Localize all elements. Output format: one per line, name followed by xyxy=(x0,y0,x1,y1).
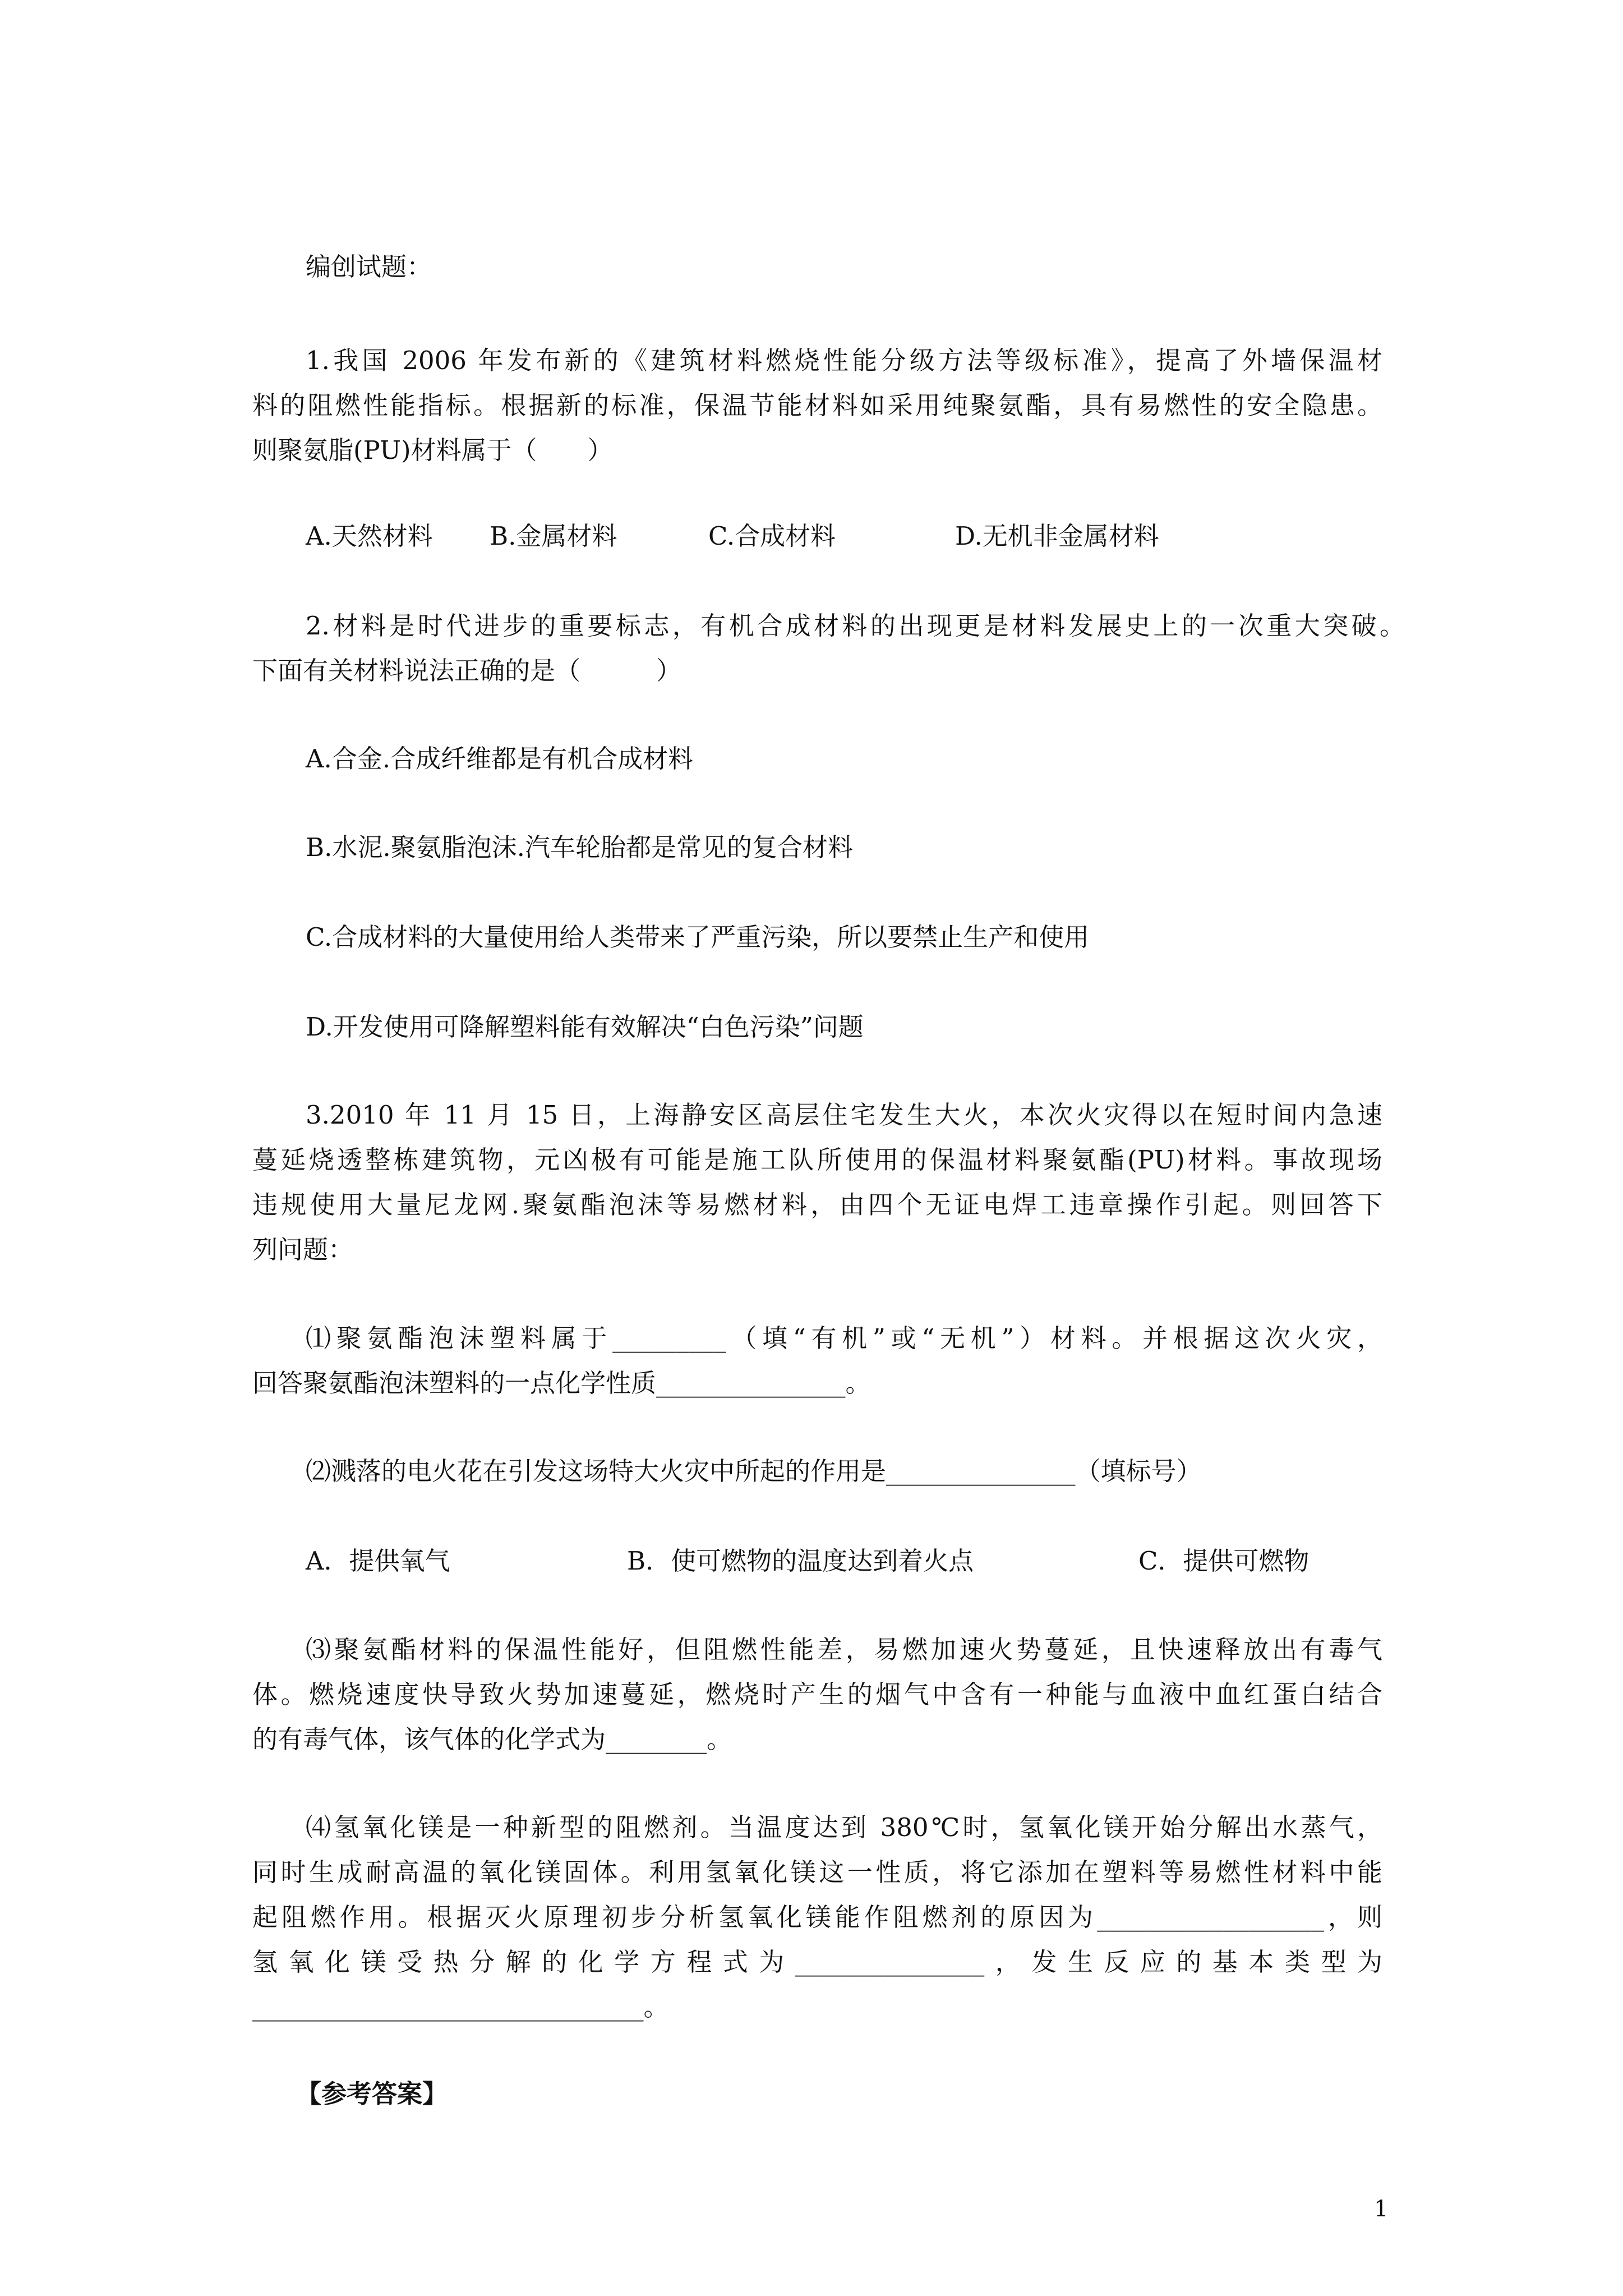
q1-line-1: 1.我国 2006 年发布新的《建筑材料燃烧性能分级方法等级标准》，提高了外墙保温材 xyxy=(306,346,1382,375)
q3-line-4: 列问题： xyxy=(252,1235,354,1264)
q2-option-b: B.水泥.聚氨脂泡沫.汽车轮胎都是常见的复合材料 xyxy=(306,832,853,862)
page-number: 1 xyxy=(1374,2196,1389,2222)
q3-sub2-option-c: C．提供可燃物 xyxy=(1138,1546,1310,1576)
q3-sub3-line-1: ⑶聚氨酯材料的保温性能好，但阻燃性能差，易燃加速火势蔓延，且快速释放出有毒气 xyxy=(306,1635,1382,1664)
q1-line-3: 则聚氨脂(PU)材料属于（ ） xyxy=(252,435,613,465)
q3-sub1-line-2: 回答聚氨酯泡沫塑料的一点化学性质_______________。 xyxy=(252,1368,871,1398)
q3-sub1-line-1: ⑴聚氨酯泡沫塑料属于_________（填“有机”或“无机”）材料。并根据这次火灾， xyxy=(306,1323,1382,1353)
q1-option-d: D.无机非金属材料 xyxy=(955,521,1159,551)
q2-option-c: C.合成材料的大量使用给人类带来了严重污染，所以要禁止生产和使用 xyxy=(306,922,1090,952)
q1-option-a: A.天然材料 xyxy=(306,521,433,551)
q1-line-2: 料的阻燃性能指标。根据新的标准，保温节能材料如采用纯聚氨酯，具有易燃性的安全隐患。 xyxy=(252,390,1382,420)
q3-sub2-line: ⑵溅落的电火花在引发这场特大火灾中所起的作用是_______________（填标号） xyxy=(306,1456,1202,1486)
q3-line-1: 3.2010 年 11 月 15 日，上海静安区高层住宅发生大火，本次火灾得以在短时间内急速 xyxy=(306,1100,1382,1130)
q2-line-1: 2.材料是时代进步的重要标志，有机合成材料的出现更是材料发展史上的一次重大突破。 xyxy=(306,611,1405,641)
q1-option-b: B.金属材料 xyxy=(490,521,617,551)
section-heading: 编创试题： xyxy=(306,252,432,282)
answer-heading: 【参考答案】 xyxy=(296,2079,448,2109)
q3-sub2-option-a: A．提供氧气 xyxy=(306,1546,450,1576)
q3-sub4-line-4: 氢氧化镁受热分解的化学方程式为_______________，发生反应的基本类型为 xyxy=(252,1947,1382,1977)
q3-line-2: 蔓延烧透整栋建筑物，元凶极有可能是施工队所使用的保温材料聚氨酯(PU)材料。事故现场 xyxy=(252,1145,1382,1175)
q3-sub2-option-b: B．使可燃物的温度达到着火点 xyxy=(627,1546,974,1576)
q3-sub4-line-5: _______________________________。 xyxy=(252,1992,669,2022)
q2-line-2: 下面有关材料说法正确的是（ ） xyxy=(252,656,682,685)
q3-sub3-line-2: 体。燃烧速度快导致火势加速蔓延，燃烧时产生的烟气中含有一种能与血液中血红蛋白结合 xyxy=(252,1680,1382,1709)
q3-sub4-line-1: ⑷氢氧化镁是一种新型的阻燃剂。当温度达到 380℃时，氢氧化镁开始分解出水蒸气， xyxy=(306,1812,1382,1842)
q2-option-a: A.合金.合成纤维都是有机合成材料 xyxy=(306,744,694,774)
q3-sub4-line-3: 起阻燃作用。根据灭火原理初步分析氢氧化镁能作阻燃剂的原因为__________________，则 xyxy=(252,1902,1382,1932)
q1-option-c: C.合成材料 xyxy=(708,521,836,551)
q3-sub3-line-3: 的有毒气体，该气体的化学式为________。 xyxy=(252,1724,732,1754)
q3-line-3: 违规使用大量尼龙网.聚氨酯泡沫等易燃材料，由四个无证电焊工违章操作引起。则回答下 xyxy=(252,1190,1382,1220)
q2-option-d: D.开发使用可降解塑料能有效解决“白色污染”问题 xyxy=(306,1012,864,1042)
q3-sub4-line-2: 同时生成耐高温的氧化镁固体。利用氢氧化镁这一性质，将它添加在塑料等易燃性材料中能 xyxy=(252,1857,1382,1887)
